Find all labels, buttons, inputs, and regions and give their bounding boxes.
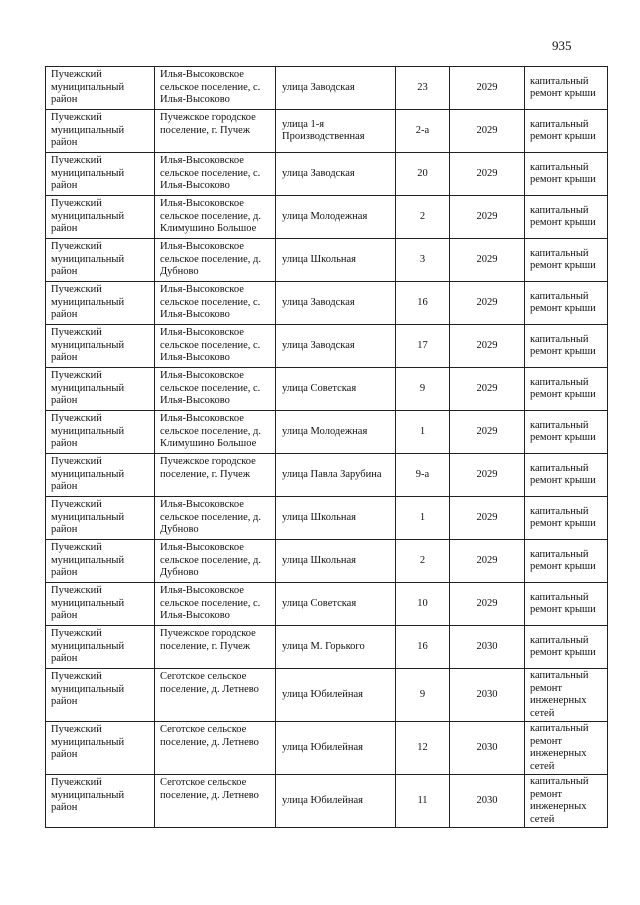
- district-cell: Пучежский муниципальный район: [46, 497, 155, 540]
- street-cell: улица Юбилейная: [276, 722, 396, 775]
- house-number-cell: 2: [396, 196, 450, 239]
- table-row: [46, 454, 608, 497]
- district-cell: Пучежский муниципальный район: [46, 368, 155, 411]
- work-type-cell: капитальный ремонт крыши: [525, 153, 608, 196]
- house-number-cell: 16: [396, 626, 450, 669]
- work-type-cell: капитальный ремонт инженерных сетей: [525, 775, 608, 828]
- work-type-cell: капитальный ремонт инженерных сетей: [525, 669, 608, 722]
- settlement-cell: Сеготское сельское поселение, д. Летнево: [155, 669, 276, 722]
- year-cell: 2029: [450, 325, 525, 368]
- street-cell: улица Юбилейная: [276, 775, 396, 828]
- district-cell: Пучежский муниципальный район: [46, 583, 155, 626]
- street-cell: улица Советская: [276, 583, 396, 626]
- settlement-cell: Илья-Высоковское сельское поселение, д. Климушино Большое: [155, 196, 276, 239]
- year-cell: 2030: [450, 626, 525, 669]
- district-cell: Пучежский муниципальный район: [46, 540, 155, 583]
- year-cell: 2029: [450, 497, 525, 540]
- work-type-cell: капитальный ремонт крыши: [525, 583, 608, 626]
- table-row: [46, 368, 608, 411]
- district-cell: Пучежский муниципальный район: [46, 775, 155, 828]
- house-number-cell: 3: [396, 239, 450, 282]
- year-cell: 2029: [450, 110, 525, 153]
- street-cell: улица Заводская: [276, 325, 396, 368]
- street-cell: улица Школьная: [276, 540, 396, 583]
- district-cell: Пучежский муниципальный район: [46, 454, 155, 497]
- table-row: [46, 583, 608, 626]
- district-cell: Пучежский муниципальный район: [46, 626, 155, 669]
- table-row: [46, 110, 608, 153]
- street-cell: улица Молодежная: [276, 196, 396, 239]
- table-row: [46, 540, 608, 583]
- street-cell: улица Юбилейная: [276, 669, 396, 722]
- house-number-cell: 23: [396, 67, 450, 110]
- table-row: [46, 196, 608, 239]
- table-row: [46, 67, 608, 110]
- year-cell: 2029: [450, 368, 525, 411]
- house-number-cell: 12: [396, 722, 450, 775]
- year-cell: 2029: [450, 282, 525, 325]
- work-type-cell: капитальный ремонт инженерных сетей: [525, 722, 608, 775]
- work-type-cell: капитальный ремонт крыши: [525, 196, 608, 239]
- street-cell: улица Заводская: [276, 282, 396, 325]
- work-type-cell: капитальный ремонт крыши: [525, 325, 608, 368]
- work-type-cell: капитальный ремонт крыши: [525, 368, 608, 411]
- table-row: [46, 239, 608, 282]
- district-cell: Пучежский муниципальный район: [46, 282, 155, 325]
- house-number-cell: 1: [396, 411, 450, 454]
- district-cell: Пучежский муниципальный район: [46, 110, 155, 153]
- settlement-cell: Илья-Высоковское сельское поселение, с. Илья-Высоково: [155, 282, 276, 325]
- district-cell: Пучежский муниципальный район: [46, 669, 155, 722]
- page-number: 935: [552, 38, 572, 53]
- settlement-cell: Пучежское городское поселение, г. Пучеж: [155, 110, 276, 153]
- settlement-cell: Илья-Высоковское сельское поселение, с. Илья-Высоково: [155, 368, 276, 411]
- settlement-cell: Илья-Высоковское сельское поселение, с. Илья-Высоково: [155, 153, 276, 196]
- table-row: [46, 669, 608, 722]
- year-cell: 2030: [450, 722, 525, 775]
- work-type-cell: капитальный ремонт крыши: [525, 454, 608, 497]
- settlement-cell: Пучежское городское поселение, г. Пучеж: [155, 626, 276, 669]
- district-cell: Пучежский муниципальный район: [46, 722, 155, 775]
- house-number-cell: 9-а: [396, 454, 450, 497]
- settlement-cell: Сеготское сельское поселение, д. Летнево: [155, 775, 276, 828]
- settlement-cell: Пучежское городское поселение, г. Пучеж: [155, 454, 276, 497]
- year-cell: 2029: [450, 67, 525, 110]
- work-type-cell: капитальный ремонт крыши: [525, 411, 608, 454]
- street-cell: улица Советская: [276, 368, 396, 411]
- house-number-cell: 2: [396, 540, 450, 583]
- table-row: [46, 153, 608, 196]
- work-type-cell: капитальный ремонт крыши: [525, 540, 608, 583]
- settlement-cell: Сеготское сельское поселение, д. Летнево: [155, 722, 276, 775]
- district-cell: Пучежский муниципальный район: [46, 325, 155, 368]
- table-row: [46, 722, 608, 775]
- street-cell: улица 1-я Производственная: [276, 110, 396, 153]
- house-number-cell: 11: [396, 775, 450, 828]
- year-cell: 2029: [450, 153, 525, 196]
- house-number-cell: 16: [396, 282, 450, 325]
- street-cell: улица Школьная: [276, 239, 396, 282]
- district-cell: Пучежский муниципальный район: [46, 196, 155, 239]
- year-cell: 2029: [450, 196, 525, 239]
- district-cell: Пучежский муниципальный район: [46, 67, 155, 110]
- work-type-cell: капитальный ремонт крыши: [525, 497, 608, 540]
- table-row: [46, 411, 608, 454]
- table-body: [46, 67, 608, 828]
- year-cell: 2029: [450, 239, 525, 282]
- settlement-cell: Илья-Высоковское сельское поселение, с. Илья-Высоково: [155, 325, 276, 368]
- house-number-cell: 20: [396, 153, 450, 196]
- settlement-cell: Илья-Высоковское сельское поселение, с. Илья-Высоково: [155, 67, 276, 110]
- work-type-cell: капитальный ремонт крыши: [525, 67, 608, 110]
- settlement-cell: Илья-Высоковское сельское поселение, д. Дубново: [155, 239, 276, 282]
- work-type-cell: капитальный ремонт крыши: [525, 239, 608, 282]
- table-row: [46, 325, 608, 368]
- house-number-cell: 1: [396, 497, 450, 540]
- house-number-cell: 9: [396, 669, 450, 722]
- street-cell: улица М. Горького: [276, 626, 396, 669]
- district-cell: Пучежский муниципальный район: [46, 411, 155, 454]
- year-cell: 2029: [450, 454, 525, 497]
- table-row: [46, 626, 608, 669]
- work-type-cell: капитальный ремонт крыши: [525, 282, 608, 325]
- house-number-cell: 17: [396, 325, 450, 368]
- street-cell: улица Молодежная: [276, 411, 396, 454]
- settlement-cell: Илья-Высоковское сельское поселение, с. Илья-Высоково: [155, 583, 276, 626]
- district-cell: Пучежский муниципальный район: [46, 153, 155, 196]
- settlement-cell: Илья-Высоковское сельское поселение, д. Дубново: [155, 540, 276, 583]
- table-row: [46, 282, 608, 325]
- house-number-cell: 2-а: [396, 110, 450, 153]
- street-cell: улица Заводская: [276, 153, 396, 196]
- year-cell: 2029: [450, 411, 525, 454]
- street-cell: улица Школьная: [276, 497, 396, 540]
- house-number-cell: 9: [396, 368, 450, 411]
- housing-repair-table: [45, 66, 608, 828]
- table-row: [46, 775, 608, 828]
- district-cell: Пучежский муниципальный район: [46, 239, 155, 282]
- settlement-cell: Илья-Высоковское сельское поселение, д. Климушино Большое: [155, 411, 276, 454]
- street-cell: улица Заводская: [276, 67, 396, 110]
- table-row: [46, 497, 608, 540]
- year-cell: 2030: [450, 669, 525, 722]
- settlement-cell: Илья-Высоковское сельское поселение, д. Дубново: [155, 497, 276, 540]
- year-cell: 2030: [450, 775, 525, 828]
- street-cell: улица Павла Зарубина: [276, 454, 396, 497]
- house-number-cell: 10: [396, 583, 450, 626]
- work-type-cell: капитальный ремонт крыши: [525, 110, 608, 153]
- year-cell: 2029: [450, 583, 525, 626]
- year-cell: 2029: [450, 540, 525, 583]
- work-type-cell: капитальный ремонт крыши: [525, 626, 608, 669]
